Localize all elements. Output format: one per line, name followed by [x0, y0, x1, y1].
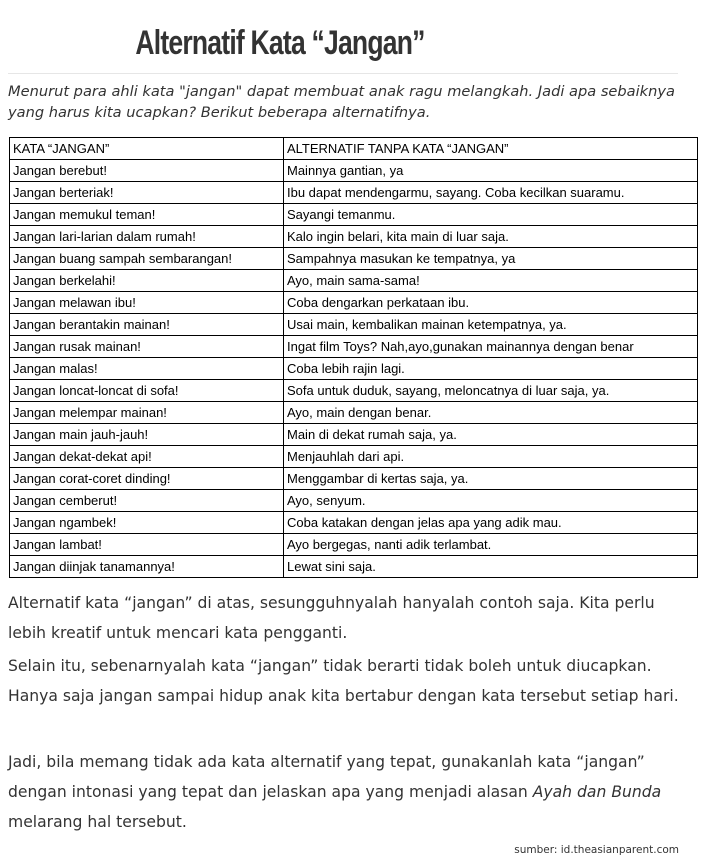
- cell-jangan: Jangan buang sampah sembarangan!: [10, 248, 284, 270]
- cell-alternatif: Ayo, senyum.: [284, 490, 698, 512]
- page-title: Alternatif Kata “Jangan”: [135, 24, 425, 62]
- cell-jangan: Jangan ngambek!: [10, 512, 284, 534]
- cell-alternatif: Mainnya gantian, ya: [284, 160, 698, 182]
- cell-alternatif: Ingat film Toys? Nah,ayo,gunakan mainannya dengan benar: [284, 336, 698, 358]
- cell-alternatif: Ayo, main sama-sama!: [284, 270, 698, 292]
- cell-jangan: Jangan corat-coret dinding!: [10, 468, 284, 490]
- paragraph-1: Alternatif kata “jangan” di atas, sesungguhnyalah hanyalah contoh saja. Kita perlu lebih kreatif untuk mencari kata pengganti.: [8, 594, 655, 642]
- cell-alternatif: Sampahnya masukan ke tempatnya, ya: [284, 248, 698, 270]
- cell-alternatif: Coba dengarkan perkataan ibu.: [284, 292, 698, 314]
- source-credit: sumber: id.theasianparent.com: [514, 844, 679, 856]
- table-row: [10, 204, 698, 226]
- paragraph-3: [8, 747, 688, 837]
- table-row: [10, 358, 698, 380]
- cell-jangan: Jangan diinjak tanamannya!: [10, 556, 284, 578]
- cell-alternatif: Main di dekat rumah saja, ya.: [284, 424, 698, 446]
- cell-alternatif: Coba katakan dengan jelas apa yang adik mau.: [284, 512, 698, 534]
- cell-jangan: Jangan berantakin mainan!: [10, 314, 284, 336]
- cell-alternatif: Lewat sini saja.: [284, 556, 698, 578]
- cell-alternatif: Sayangi temanmu.: [284, 204, 698, 226]
- cell-alternatif: Menjauhlah dari api.: [284, 446, 698, 468]
- table-row: [10, 380, 698, 402]
- cell-jangan: Jangan dekat-dekat api!: [10, 446, 284, 468]
- cell-alternatif: Sofa untuk duduk, sayang, meloncatnya di luar saja, ya.: [284, 380, 698, 402]
- table-body: [10, 160, 698, 578]
- table-row: [10, 402, 698, 424]
- table-row: [10, 446, 698, 468]
- cell-jangan: Jangan berkelahi!: [10, 270, 284, 292]
- table-row: [10, 270, 698, 292]
- cell-jangan: Jangan lari-larian dalam rumah!: [10, 226, 284, 248]
- cell-jangan: Jangan berteriak!: [10, 182, 284, 204]
- cell-jangan: Jangan rusak mainan!: [10, 336, 284, 358]
- alternatives-table: [9, 137, 698, 578]
- intro-text: Menurut para ahli kata "jangan" dapat membuat anak ragu melangkah. Jadi apa sebaiknya yang harus kita ucapkan? Berikut beberapa alternatifnya.: [8, 83, 675, 121]
- table-row: [10, 226, 698, 248]
- paragraph-3-start: Jadi, bila memang tidak ada kata alternatif yang tepat, gunakanlah kata “jangan” dengan intonasi yang tepat dan jelaskan apa yang menjadi alasan: [8, 753, 645, 801]
- table-row: [10, 490, 698, 512]
- table-row: [10, 336, 698, 358]
- paragraph-2: Selain itu, sebenarnyalah kata “jangan” tidak berarti tidak boleh untuk diucapkan. Hanya saja jangan sampai hidup anak kita bertabur dengan kata tersebut setiap hari.: [8, 657, 679, 705]
- cell-jangan: Jangan loncat-loncat di sofa!: [10, 380, 284, 402]
- table-row: [10, 424, 698, 446]
- cell-alternatif: Ayo bergegas, nanti adik terlambat.: [284, 534, 698, 556]
- table-row: [10, 292, 698, 314]
- paragraph-3-end: melarang hal tersebut.: [8, 813, 187, 831]
- table-row: [10, 534, 698, 556]
- table-row: [10, 314, 698, 336]
- cell-jangan: Jangan melawan ibu!: [10, 292, 284, 314]
- cell-alternatif: Usai main, kembalikan mainan ketempatnya, ya.: [284, 314, 698, 336]
- cell-jangan: Jangan main jauh-jauh!: [10, 424, 284, 446]
- table-row: [10, 248, 698, 270]
- table-row: [10, 160, 698, 182]
- cell-jangan: Jangan memukul teman!: [10, 204, 284, 226]
- header-alternatif: ALTERNATIF TANPA KATA “JANGAN”: [284, 138, 698, 160]
- table-row: [10, 556, 698, 578]
- cell-jangan: Jangan lambat!: [10, 534, 284, 556]
- cell-alternatif: Menggambar di kertas saja, ya.: [284, 468, 698, 490]
- cell-jangan: Jangan berebut!: [10, 160, 284, 182]
- cell-jangan: Jangan malas!: [10, 358, 284, 380]
- cell-alternatif: Ayo, main dengan benar.: [284, 402, 698, 424]
- table-header-row: [10, 138, 698, 160]
- table-row: [10, 512, 698, 534]
- header-kata-jangan: KATA “JANGAN”: [10, 138, 284, 160]
- cell-alternatif: Kalo ingin belari, kita main di luar saja.: [284, 226, 698, 248]
- table-row: [10, 468, 698, 490]
- cell-jangan: Jangan melempar mainan!: [10, 402, 284, 424]
- cell-alternatif: Ibu dapat mendengarmu, sayang. Coba kecilkan suaramu.: [284, 182, 698, 204]
- cell-jangan: Jangan cemberut!: [10, 490, 284, 512]
- title-divider: [8, 73, 678, 74]
- table-row: [10, 182, 698, 204]
- cell-alternatif: Coba lebih rajin lagi.: [284, 358, 698, 380]
- paragraph-3-emphasis: Ayah dan Bunda: [532, 783, 662, 801]
